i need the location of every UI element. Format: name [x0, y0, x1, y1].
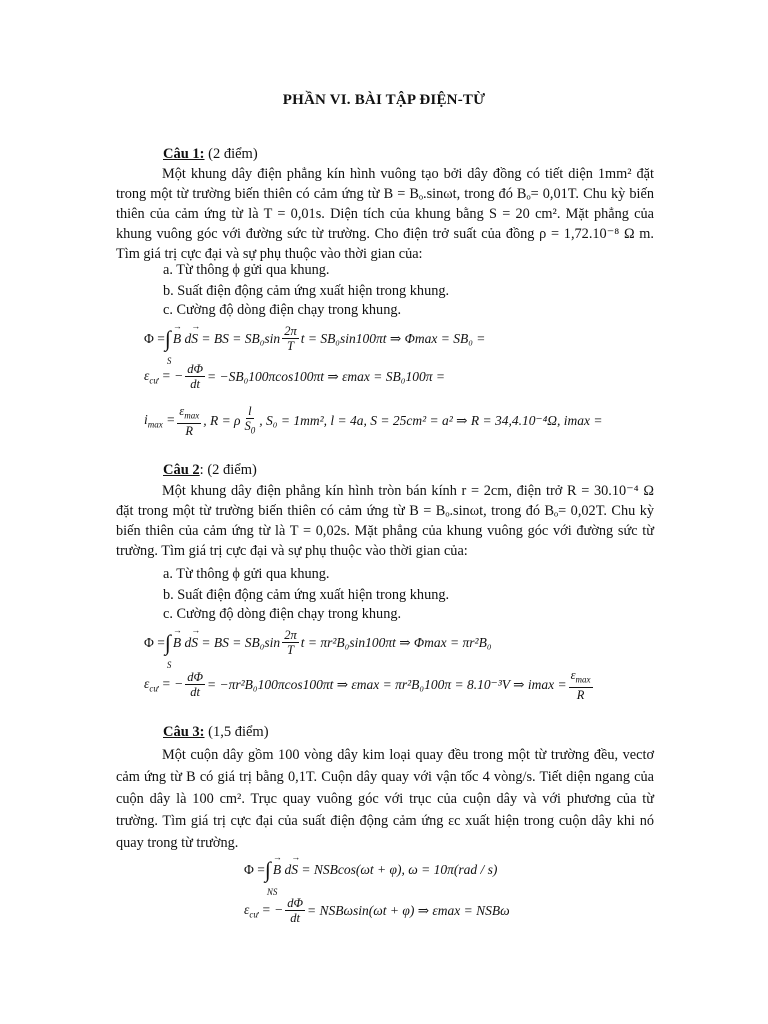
question-3-text: Một cuộn dây gồm 100 vòng dây kim loại quay đều trong một từ trường đều, vectơ cảm ứng từ B có giá trị bằng 0,1T. Cuộn dây quay với vận tốc 4 vòng/s. Tiết diện ngang của cuộn dây là 100 cm². Trục quay vuông góc với trục của cuộn dây và với phương của từ trường. Tìm giá trị cực đại của suất điện động cảm ứng εc xuất hiện trong cuộn dây khi nó quay trong từ trường.: [116, 747, 654, 851]
question-2-label: Câu 2: [163, 462, 200, 478]
question-2-points: : (2 điểm): [199, 462, 257, 478]
question-3-equation-flux: Φ = ∫ NS → B d → S = NSBcos(ωt + φ), ω = 10π(rad / s): [244, 860, 497, 880]
question-3-points: (1,5 điểm): [204, 724, 269, 740]
question-3-label: Câu 3:: [163, 724, 205, 740]
question-3-equation-emf: $\varepsilon_{cư}$ = − $\frac{d\Phi}{dt}$ = NSBωsin(ωt + φ) ⇒ εmax = NSBω: [244, 896, 510, 925]
question-1-option-c: c. Cường độ dòng điện chạy trong khung.: [163, 302, 402, 318]
question-2-text: Một khung dây điện phẳng kín hình tròn bán kính r = 2cm, điện trở R = 30.10⁻⁴ Ω đặt trong một từ trường biến thiên có cảm ứng từ B = Bₒ.sinωt, trong đó Bₒ= 0,02T. Chu kỳ biến thiên của cảm ứng từ là T = 0,02s. Mặt phẳng của khung vuông góc với đường sức từ trường. Tìm giá trị cực đại và sự phụ thuộc vào thời gian của:: [116, 483, 654, 559]
question-2-equation-emf: $\varepsilon_{cư}$ = − $\frac{d\Phi}{dt}$ = −πr²B₀100πcos100πt ⇒ εmax = πr²B₀100π = 8.10⁻³V ⇒ imax = $\frac{\varepsilon_{max}}{R}$: [144, 668, 591, 702]
question-1-equation-current: $i_{max}$ = $\frac{\varepsilon_{max}}{R}$ , R = ρ $\frac{l}{S_0}$ , S₀ = 1mm², l = 4a, S = 25cm² = a² ⇒ R = 34,4.10⁻⁴Ω, imax =: [144, 404, 603, 438]
question-1-equation-flux: Φ = ∫ S → B d → S = BS = SB₀sin $\frac{2\pi}{T}$ t = SB₀sin100πt ⇒ Φmax = SB₀ =: [144, 324, 485, 353]
question-3-heading: [163, 724, 269, 741]
question-1-option-a: a. Từ thông ϕ gửi qua khung.: [163, 262, 330, 278]
question-2-option-b: b. Suất điện động cảm ứng xuất hiện trong khung.: [163, 587, 450, 603]
question-1-points: (2 điểm): [204, 146, 258, 162]
question-1-equation-emf: $\varepsilon_{cư}$ = − $\frac{d\Phi}{dt}$ = −SB₀100πcos100πt ⇒ εmax = SB₀100π =: [144, 362, 445, 391]
question-1-option-b: b. Suất điện động cảm ứng xuất hiện trong khung.: [163, 283, 450, 299]
question-1-heading: [163, 146, 258, 163]
page-title: PHẦN VI. BÀI TẬP ĐIỆN-TỪ: [282, 92, 486, 108]
question-1-text: Một khung dây điện phẳng kín hình vuông tạo bởi dây đồng có tiết diện 1mm² đặt trong một từ trường biến thiên có cảm ứng từ B = Bₒ.sinωt, trong đó Bₒ= 0,01T. Chu kỳ biến thiên của cảm ứng từ là T = 0,01s. Diện tích của khung bằng S = 20 cm². Mặt phẳng của khung vuông góc với đường sức từ trường. Cho điện trở suất của đồng ρ = 1,72.10⁻⁸ Ω m. Tìm giá trị cực đại và sự phụ thuộc vào thời gian của:: [116, 166, 654, 262]
question-2-option-a: a. Từ thông ϕ gửi qua khung.: [163, 566, 330, 582]
question-2-equation-flux: Φ = ∫ S → B d → S = BS = SB₀sin $\frac{2\pi}{T}$ t = πr²B₀sin100πt ⇒ Φmax = πr²B₀: [144, 628, 492, 657]
question-2-heading: [163, 462, 257, 479]
question-2-option-c: c. Cường độ dòng điện chạy trong khung.: [163, 606, 402, 622]
question-1-label: Câu 1:: [163, 146, 205, 162]
